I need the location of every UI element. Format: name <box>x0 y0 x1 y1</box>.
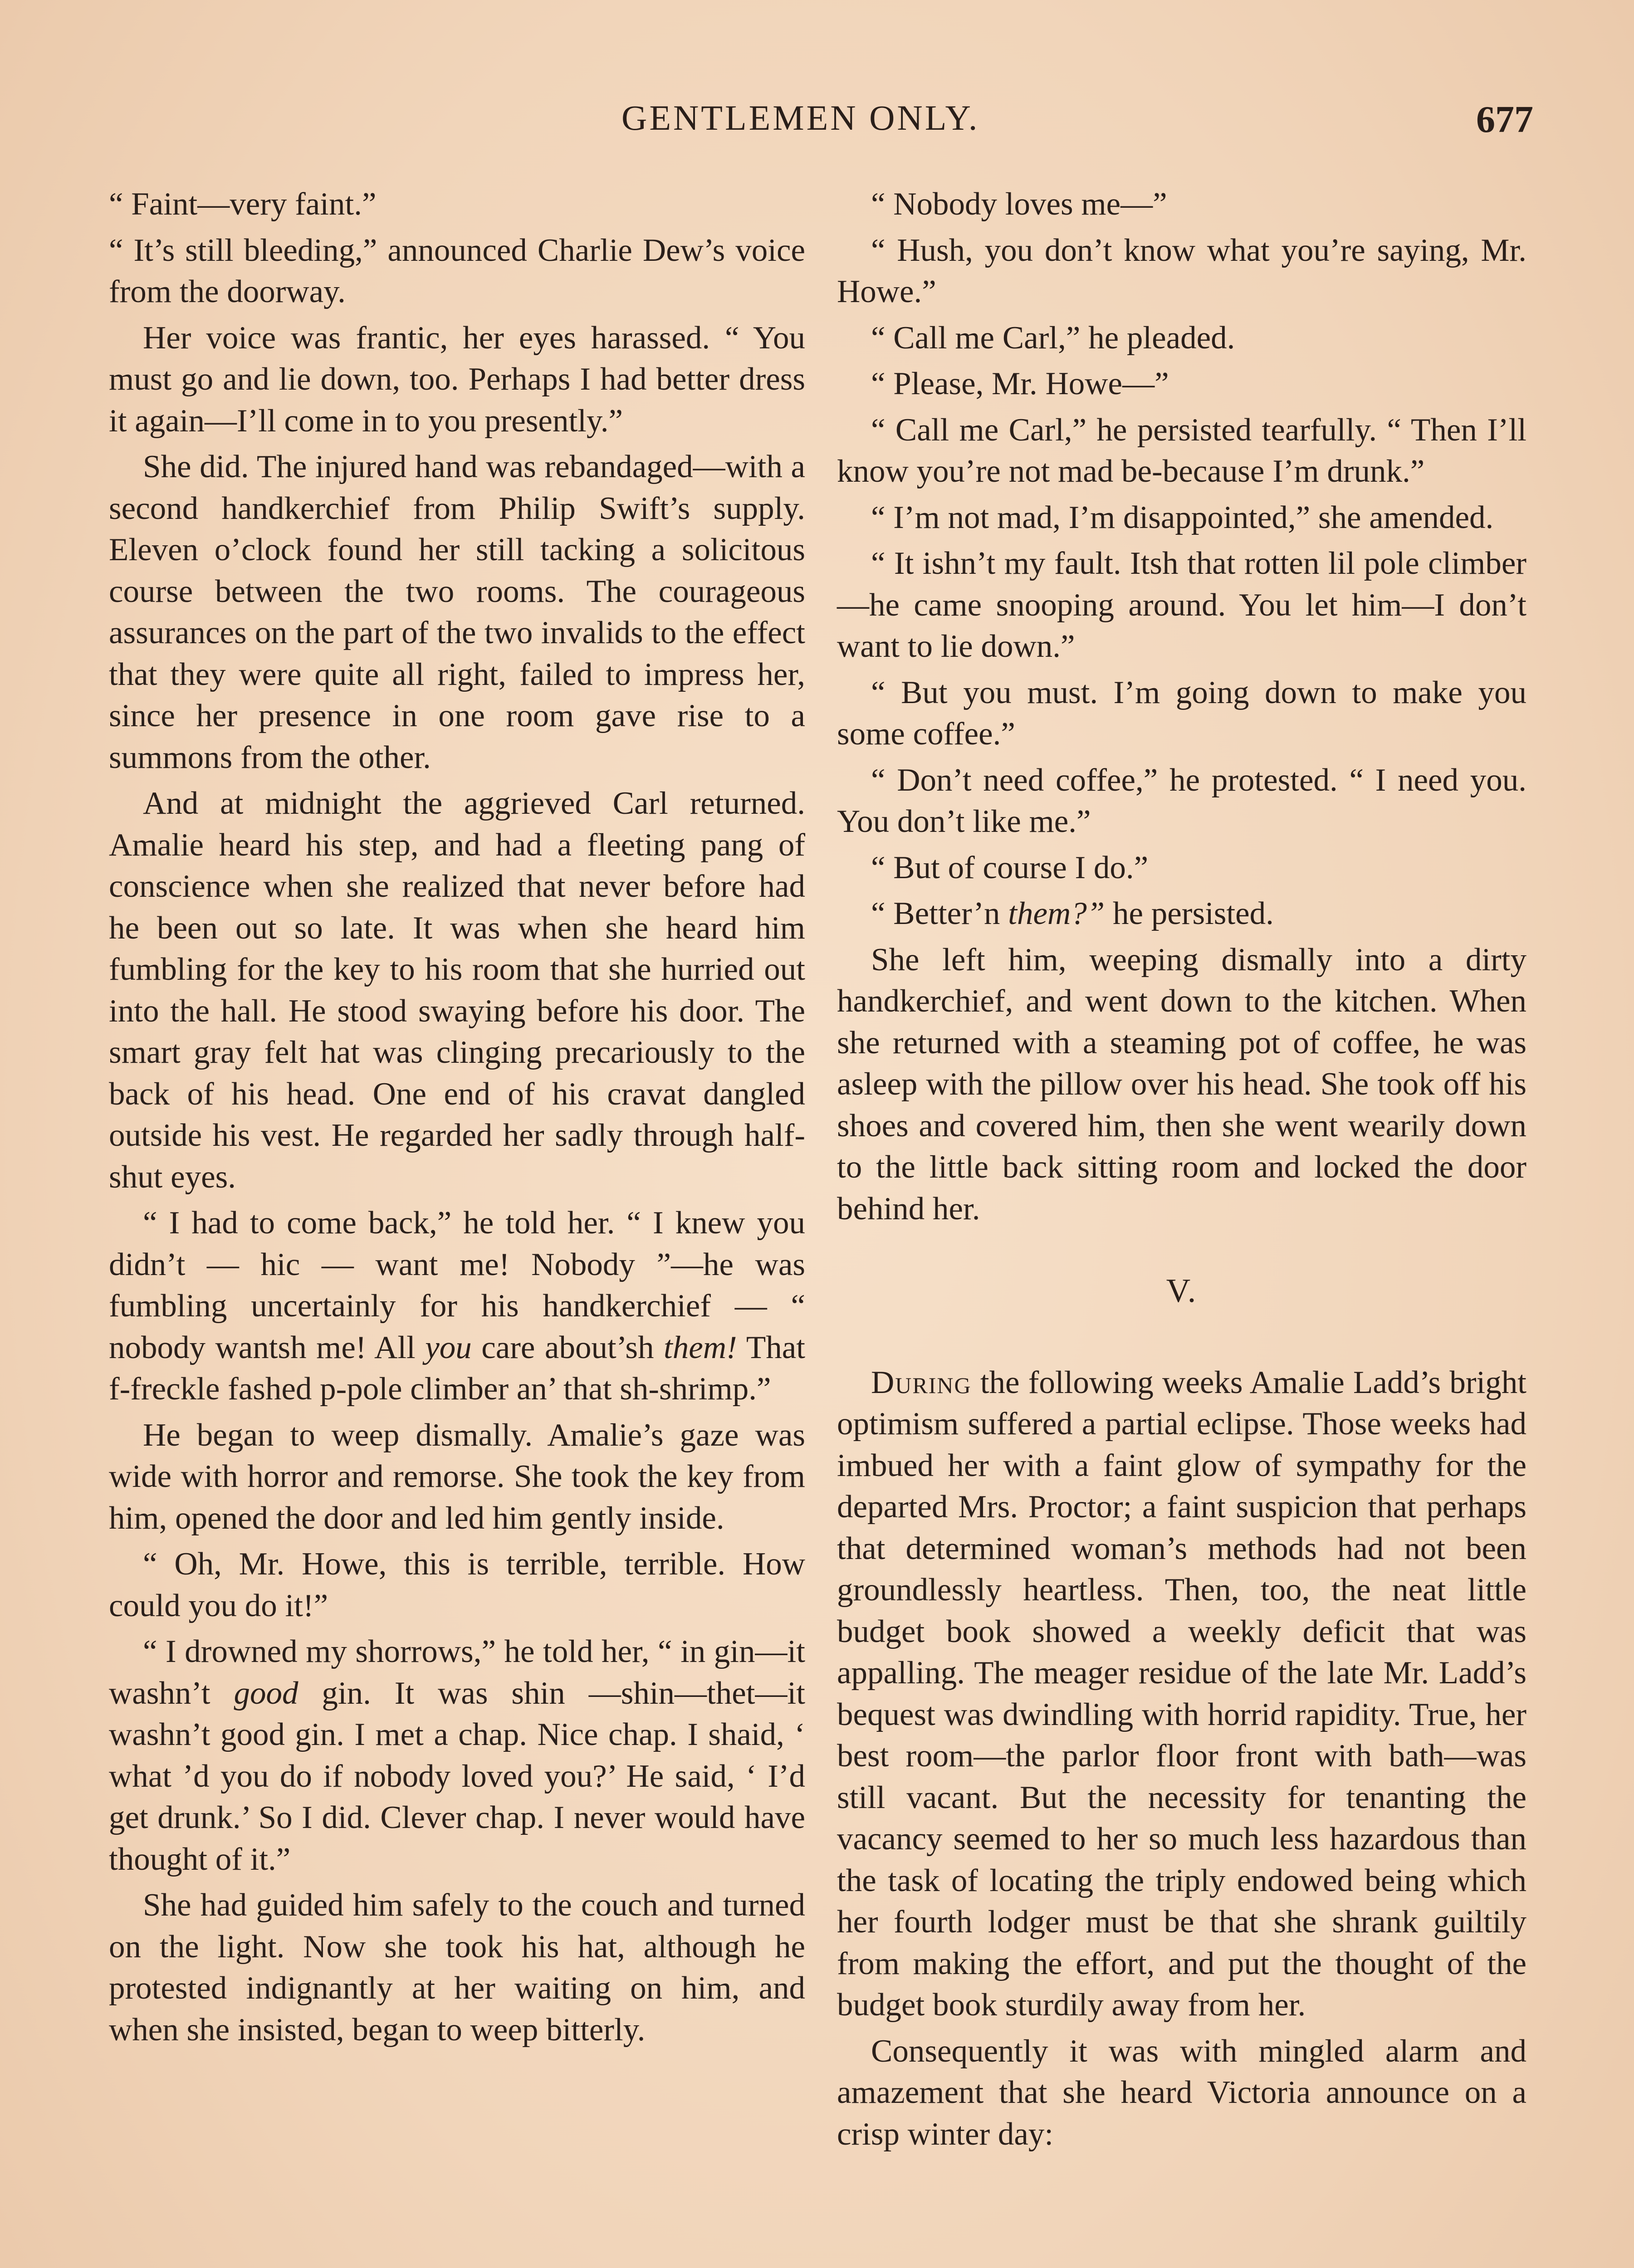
paragraph: “ But of course I do.” <box>871 850 1149 885</box>
small-caps-lead: During <box>871 1364 972 1400</box>
italic-run: them! <box>664 1330 737 1365</box>
text-run: “ I had to come back,” he told her. “ I knew you didn’t — hic — want me! Nobody ”—he was fumbling uncertainly for his handkerchief — “ nobody wantsh me! All <box>109 1205 805 1365</box>
paragraph: “ Oh, Mr. Howe, this is terrible, terrible. How could you do it!” <box>109 1546 805 1623</box>
paragraph: She did. The injured hand was rebandaged—with a second handkerchief from Philip Swift’s supply. Eleven o’clock found her still tacking a solicitous course between the two rooms. The courageous assurances on the part of the two invalids to the effect that they were quite all right, failed to impress her, since her presence in one room gave rise to a summons from the other. <box>109 449 805 775</box>
paragraph: “ Call me Carl,” he pleaded. <box>871 320 1235 356</box>
text-run: “ I drowned my shorrows,” he told her, “ in gin—it washn’t <box>109 1634 805 1711</box>
paragraph: Her voice was frantic, her eyes harassed. “ You must go and lie down, too. Perhaps I had better dress it again—I’ll come in to you presently.” <box>109 320 805 439</box>
paragraph: “ Hush, you don’t know what you’re saying, Mr. Howe.” <box>837 232 1526 309</box>
paragraph: “ Please, Mr. Howe—” <box>871 366 1169 401</box>
paragraph <box>109 1202 805 1410</box>
paragraph: “ Call me Carl,” he persisted tearfully. “ Then I’ll know you’re not mad be-because I’m drunk.” <box>837 412 1526 489</box>
italic-run: good <box>234 1675 298 1711</box>
section-heading: V. <box>1166 1272 1198 1310</box>
paragraph: And at midnight the aggrieved Carl returned. Amalie heard his step, and had a fleeting pang of conscience when she realized that never before had he been out so late. It was when she heard him fumbling for the key to his room that she hurried out into the hall. He stood swaying before his door. The smart gray felt hat was clinging precariously to the back of his head. One end of his cravat dangled outside his vest. He regarded her sadly through half-shut eyes. <box>109 786 805 1195</box>
paragraph: She had guided him safely to the couch and turned on the light. Now she took his hat, although he protested indignantly at her waiting on him, and when she insisted, began to weep bitterly. <box>109 1887 805 2048</box>
paragraph <box>837 1362 1526 2026</box>
page-number: 677 <box>1476 98 1533 141</box>
italic-run: them?” <box>1008 896 1105 931</box>
paragraph: “ I’m not mad, I’m disappointed,” she amended. <box>871 499 1494 535</box>
text-run: “ Better’n <box>871 896 1008 931</box>
text-run: the following weeks Amalie Ladd’s bright optimism suffered a partial eclipse. Those weeks had imbued her with a faint glow of sympathy for the departed Mrs. Proctor; a faint suspicion that perhaps that determined woman’s methods had not been groundlessly heartless. Then, too, the neat little budget book showed a weekly deficit that was appalling. The meager residue of the late Mr. Ladd’s bequest was dwindling with horrid rapidity. True, her best room—the parlor floor front with bath—was still vacant. But the necessity for tenanting the vacancy seemed to her so much less hazardous than the task of locating the triply endowed being which her fourth lodger must be that she shrank guiltily from making the effort, and put the thought of the budget book sturdily away from her. <box>837 1364 1526 2023</box>
text-run: That f-freckle fashed p-pole climber an’ that sh-shrimp.” <box>109 1330 805 1407</box>
paragraph: “ Nobody loves me—” <box>871 186 1167 222</box>
paragraph <box>837 893 1526 935</box>
text-run: gin. It was shin —shin—thet—it washn’t good gin. I met a chap. Nice chap. I shaid, ‘ what ’d you do if nobody loved you?’ He said, ‘ I’d get drunk.’ So I did. Clever chap. I never would have thought of it.” <box>109 1675 805 1877</box>
paragraph: “ But you must. I’m going down to make you some coffee.” <box>837 675 1526 752</box>
paragraph: “ Faint—very faint.” <box>109 186 377 222</box>
running-head: GENTLEMEN ONLY. <box>621 98 980 137</box>
page-header <box>109 98 1533 152</box>
left-column <box>109 184 805 2055</box>
right-column <box>837 184 1526 2160</box>
text-run: care about’sh <box>471 1330 664 1365</box>
paragraph: She left him, weeping dismally into a dirty handkerchief, and went down to the kitchen. When she returned with a steaming pot of coffee, he was asleep with the pillow over his head. She took off his shoes and covered him, then she went wearily down to the little back sitting room and locked the door behind her. <box>837 942 1526 1227</box>
paragraph: “ Don’t need coffee,” he protested. “ I need you. You don’t like me.” <box>837 762 1526 839</box>
paragraph: He began to weep dismally. Amalie’s gaze was wide with horror and remorse. She took the key from him, opened the door and led him gently inside. <box>109 1417 805 1536</box>
paragraph <box>109 1631 805 1880</box>
paragraph: “ It ishn’t my fault. Itsh that rotten lil pole climber—he came snooping around. You let him—I don’t want to lie down.” <box>837 546 1526 664</box>
paragraph: Consequently it was with mingled alarm and amazement that she heard Victoria announce on a crisp winter day: <box>837 2033 1526 2152</box>
text-run: he persisted. <box>1105 896 1274 931</box>
paragraph: “ It’s still bleeding,” announced Charlie Dew’s voice from the doorway. <box>109 232 805 309</box>
italic-run: you <box>425 1330 472 1365</box>
